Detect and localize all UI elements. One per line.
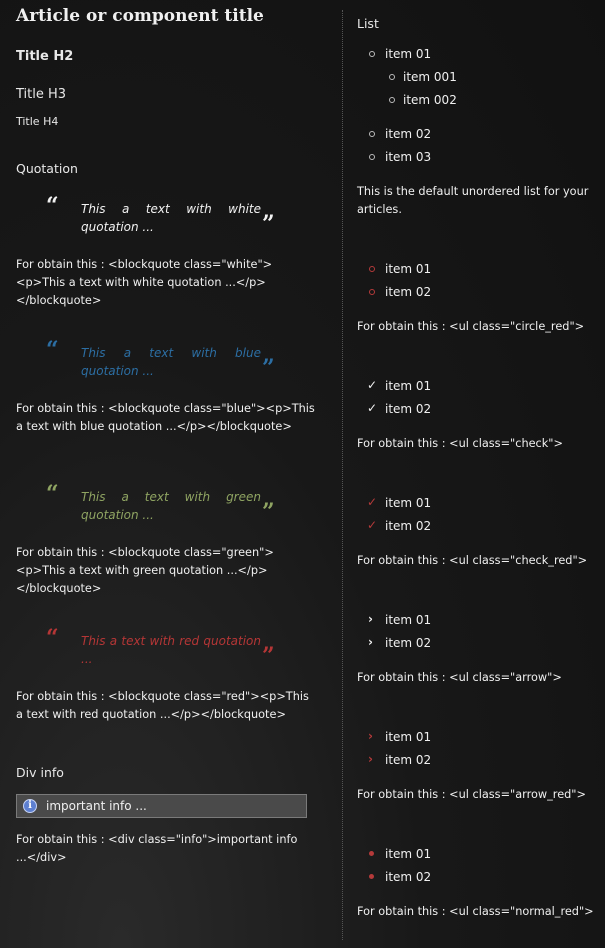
chevron-right-icon: › — [368, 635, 373, 649]
default-list-caption: This is the default unordered list for your articles. — [357, 185, 589, 216]
circle-bullet-icon — [389, 74, 395, 80]
blockquote-white: This a text with white quotation ... — [81, 202, 261, 234]
list-item: item 002 — [403, 93, 457, 107]
list-item: item 02 — [385, 285, 432, 299]
check-caption: For obtain this : <ul class="check"> — [357, 437, 563, 450]
left-double-quote-icon: “ — [46, 193, 59, 219]
chevron-right-red-icon: › — [368, 729, 373, 743]
list-heading: List — [357, 16, 379, 31]
quote-blue-caption: For obtain this : <blockquote class="blue"><p>This a text with blue quotation ...</p></blockquote> — [16, 402, 315, 433]
list-item: item 01 — [385, 47, 432, 61]
circle-bullet-icon — [369, 131, 375, 137]
list-item: item 02 — [385, 753, 432, 767]
right-double-quote-icon: ” — [262, 643, 275, 669]
chevron-right-red-icon: › — [368, 752, 373, 766]
normal-red-caption: For obtain this : <ul class="normal_red"> — [357, 905, 594, 918]
blockquote-blue: This a text with blue quotation ... — [81, 346, 261, 378]
div-info-heading: Div info — [16, 765, 64, 780]
quotation-heading: Quotation — [16, 161, 78, 176]
check-red-caption: For obtain this : <ul class="check_red"> — [357, 554, 588, 567]
circle-red-caption: For obtain this : <ul class="circle_red"> — [357, 320, 585, 333]
list-item: item 001 — [403, 70, 457, 84]
right-double-quote-icon: ” — [262, 355, 275, 381]
list-item: item 01 — [385, 613, 432, 627]
circle-red-bullet-icon — [369, 266, 375, 272]
title-h4: Title H4 — [16, 115, 59, 128]
list-item: item 03 — [385, 150, 432, 164]
list-item: item 02 — [385, 402, 432, 416]
left-double-quote-icon: “ — [46, 337, 59, 363]
circle-bullet-icon — [369, 51, 375, 57]
dot-red-bullet-icon — [369, 874, 374, 879]
circle-bullet-icon — [369, 154, 375, 160]
title-h3: Title H3 — [16, 87, 67, 102]
quote-white-caption: For obtain this : <blockquote class="white"><p>This a text with white quotation ...</p></blockquote> — [16, 258, 273, 307]
check-red-icon: ✓ — [367, 518, 378, 532]
right-double-quote-icon: ” — [262, 499, 275, 525]
list-item: item 02 — [385, 127, 432, 141]
quote-red-caption: For obtain this : <blockquote class="red"><p>This a text with red quotation ...</p></blockquote> — [16, 690, 309, 721]
quote-green-caption: For obtain this : <blockquote class="green"><p>This a text with green quotation ...</p></blockquote> — [16, 546, 274, 595]
list-item: item 01 — [385, 496, 432, 510]
info-box — [16, 794, 307, 818]
list-item: item 01 — [385, 730, 432, 744]
right-double-quote-icon: ” — [262, 211, 275, 237]
left-double-quote-icon: “ — [46, 625, 59, 651]
left-double-quote-icon: “ — [46, 481, 59, 507]
list-item: item 02 — [385, 519, 432, 533]
check-red-icon: ✓ — [367, 495, 378, 509]
info-icon: i — [23, 799, 37, 813]
info-caption: For obtain this : <div class="info">important info ...</div> — [16, 833, 298, 864]
list-item: item 01 — [385, 847, 432, 861]
list-item: item 02 — [385, 636, 432, 650]
check-icon: ✓ — [367, 378, 378, 392]
circle-red-bullet-icon — [369, 289, 375, 295]
column-divider — [342, 10, 343, 940]
article-title: Article or component title — [16, 6, 264, 26]
circle-bullet-icon — [389, 97, 395, 103]
list-item: item 01 — [385, 262, 432, 276]
list-item: item 01 — [385, 379, 432, 393]
info-text: important info ... — [46, 799, 147, 813]
blockquote-green: This a text with green quotation ... — [81, 490, 261, 522]
blockquote-red: This a text with red quotation ... — [81, 634, 261, 666]
arrow-caption: For obtain this : <ul class="arrow"> — [357, 671, 562, 684]
list-item: item 02 — [385, 870, 432, 884]
arrow-red-caption: For obtain this : <ul class="arrow_red"> — [357, 788, 586, 801]
dot-red-bullet-icon — [369, 851, 374, 856]
chevron-right-icon: › — [368, 612, 373, 626]
title-h2: Title H2 — [16, 49, 74, 64]
check-icon: ✓ — [367, 401, 378, 415]
